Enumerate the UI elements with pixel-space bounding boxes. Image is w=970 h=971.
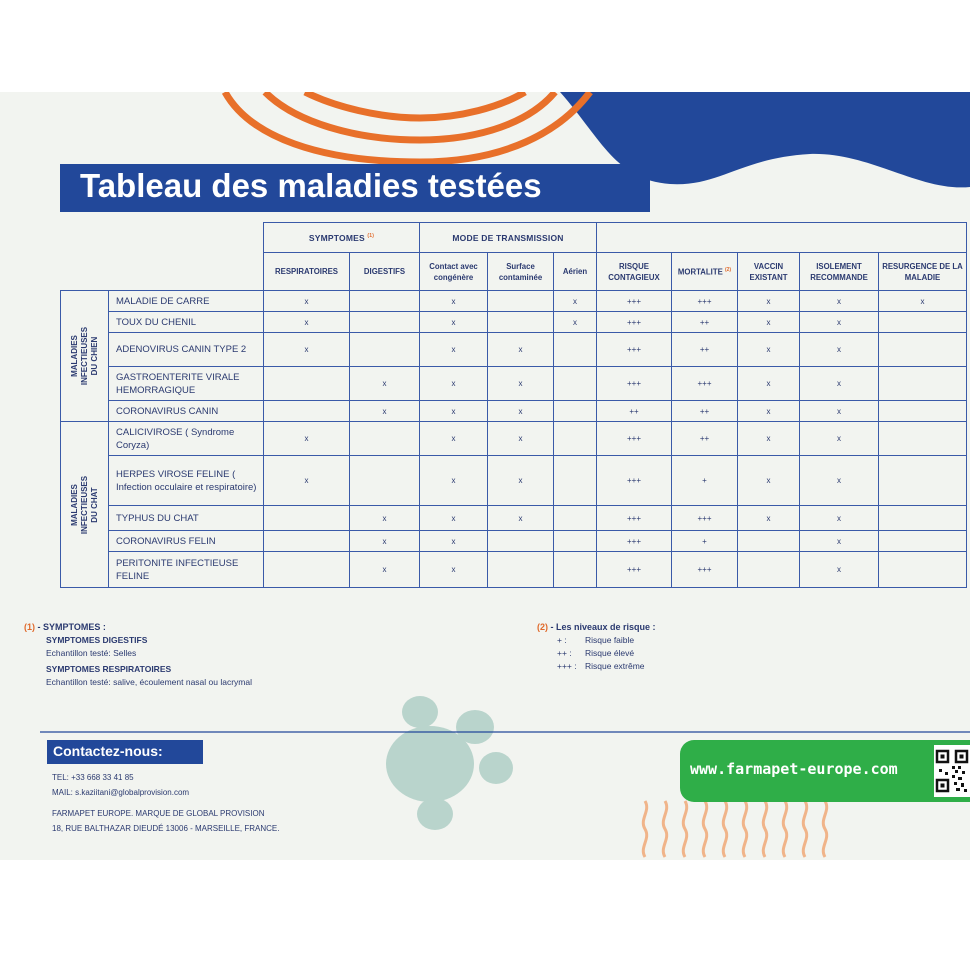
table-cell: x bbox=[800, 456, 879, 506]
disease-name: PERITONITE INFECTIEUSE FELINE bbox=[109, 552, 264, 588]
column-header-row bbox=[61, 253, 967, 291]
table-cell bbox=[879, 552, 967, 588]
disease-table bbox=[60, 222, 967, 588]
table-cell bbox=[554, 531, 597, 552]
table-cell: ++ bbox=[597, 401, 672, 422]
table-cell: x bbox=[879, 291, 967, 312]
orange-squiggles bbox=[643, 801, 826, 857]
table-cell bbox=[264, 531, 350, 552]
table-cell: x bbox=[800, 367, 879, 401]
symptoms-notes bbox=[24, 622, 252, 690]
column-header: Contact avec congénère bbox=[420, 253, 488, 291]
table-cell bbox=[738, 531, 800, 552]
table-row bbox=[61, 456, 967, 506]
table-cell: + bbox=[672, 531, 738, 552]
table-cell: x bbox=[350, 401, 420, 422]
note-marker-2: (2) bbox=[537, 622, 548, 632]
risk-level-extreme: +++ : Risque extrême bbox=[557, 661, 645, 671]
table-cell: x bbox=[420, 333, 488, 367]
disease-name: TYPHUS DU CHAT bbox=[109, 506, 264, 531]
risk-note-title: - Les niveaux de risque : bbox=[550, 622, 656, 632]
table-cell: +++ bbox=[597, 506, 672, 531]
table-cell: x bbox=[264, 422, 350, 456]
table-row bbox=[61, 367, 967, 401]
table-cell bbox=[554, 456, 597, 506]
disease-name: HERPES VIROSE FELINE ( Infection occulaire et respiratoire) bbox=[109, 456, 264, 506]
table-cell bbox=[264, 367, 350, 401]
contact-email[interactable]: MAIL: s.kaziitani@globalprovision.com bbox=[52, 788, 190, 797]
table-cell: x bbox=[738, 401, 800, 422]
table-cell: x bbox=[554, 291, 597, 312]
disease-name: CALICIVIROSE ( Syndrome Coryza) bbox=[109, 422, 264, 456]
table-cell bbox=[879, 401, 967, 422]
table-cell: x bbox=[488, 401, 554, 422]
qr-code-icon[interactable] bbox=[934, 745, 970, 797]
group-header-empty bbox=[597, 223, 967, 253]
table-row bbox=[61, 552, 967, 588]
website-banner[interactable] bbox=[680, 740, 970, 802]
group-header-transmission: MODE DE TRANSMISSION bbox=[420, 223, 597, 253]
table-cell: x bbox=[350, 506, 420, 531]
table-cell bbox=[350, 291, 420, 312]
table-cell: +++ bbox=[597, 333, 672, 367]
table-cell: x bbox=[350, 552, 420, 588]
disease-name: CORONAVIRUS FELIN bbox=[109, 531, 264, 552]
table-cell bbox=[554, 552, 597, 588]
table-cell bbox=[264, 401, 350, 422]
website-link[interactable]: www.farmapet-europe.com bbox=[690, 760, 898, 778]
table-cell: x bbox=[420, 291, 488, 312]
table-row bbox=[61, 401, 967, 422]
table-cell: x bbox=[350, 531, 420, 552]
disease-name: GASTROENTERITE VIRALE HEMORRAGIQUE bbox=[109, 367, 264, 401]
table-cell: +++ bbox=[597, 422, 672, 456]
table-row bbox=[61, 291, 967, 312]
symptoms-note-title: - SYMPTOMES : bbox=[37, 622, 106, 632]
table-cell: x bbox=[350, 367, 420, 401]
digestive-title: SYMPTOMES DIGESTIFS bbox=[46, 635, 148, 645]
risk-level-low: + : Risque faible bbox=[557, 635, 635, 645]
contact-heading: Contactez-nous: bbox=[53, 743, 163, 759]
contact-heading-box bbox=[47, 740, 203, 764]
table-cell bbox=[488, 291, 554, 312]
table-cell bbox=[350, 456, 420, 506]
column-header: Aérien bbox=[554, 253, 597, 291]
table-cell: x bbox=[738, 291, 800, 312]
table-cell: +++ bbox=[672, 506, 738, 531]
table-cell: x bbox=[420, 312, 488, 333]
orange-arcs bbox=[225, 92, 590, 162]
table-cell: +++ bbox=[672, 291, 738, 312]
table-cell: x bbox=[800, 552, 879, 588]
risk-notes bbox=[537, 622, 656, 674]
disease-name: MALADIE DE CARRE bbox=[109, 291, 264, 312]
table-cell: x bbox=[264, 333, 350, 367]
column-header: RESURGENCE DE LA MALADIE bbox=[879, 253, 967, 291]
disease-name: ADENOVIRUS CANIN TYPE 2 bbox=[109, 333, 264, 367]
table-cell bbox=[879, 312, 967, 333]
table-cell: x bbox=[488, 456, 554, 506]
table-cell: +++ bbox=[597, 312, 672, 333]
table-cell: ++ bbox=[672, 401, 738, 422]
table-cell: x bbox=[800, 422, 879, 456]
disease-name: CORONAVIRUS CANIN bbox=[109, 401, 264, 422]
table-cell: x bbox=[800, 312, 879, 333]
flyer-sheet bbox=[0, 92, 970, 860]
table-cell: x bbox=[264, 312, 350, 333]
table-cell bbox=[554, 367, 597, 401]
table-cell: x bbox=[738, 422, 800, 456]
table-cell: x bbox=[554, 312, 597, 333]
column-header: MORTALITE $^{(2)}$ bbox=[672, 253, 738, 291]
group-header-symptoms: SYMPTOMES $^{(1)}$ bbox=[264, 223, 420, 253]
contact-phone[interactable]: TEL: +33 668 33 41 85 bbox=[52, 773, 134, 782]
table-cell: x bbox=[800, 506, 879, 531]
table-cell: x bbox=[738, 456, 800, 506]
table-cell bbox=[350, 312, 420, 333]
table-cell: x bbox=[800, 401, 879, 422]
table-cell bbox=[350, 333, 420, 367]
table-cell: x bbox=[420, 422, 488, 456]
risk-level-high: ++ : Risque élevé bbox=[557, 648, 635, 658]
table-cell bbox=[264, 552, 350, 588]
table-cell: x bbox=[420, 456, 488, 506]
table-cell bbox=[554, 506, 597, 531]
digestive-sample: Echantillon testé: Selles bbox=[46, 648, 137, 658]
table-cell: x bbox=[264, 291, 350, 312]
table-row bbox=[61, 422, 967, 456]
column-header: ISOLEMENT RECOMMANDE bbox=[800, 253, 879, 291]
respiratory-sample: Echantillon testé: salive, écoulement nasal ou lacrymal bbox=[46, 677, 252, 687]
table-cell bbox=[554, 333, 597, 367]
table-cell: x bbox=[488, 422, 554, 456]
table-cell: x bbox=[738, 367, 800, 401]
table-cell bbox=[879, 367, 967, 401]
company-address: 18, RUE BALTHAZAR DIEUDÉ 13006 - MARSEILLE, FRANCE. bbox=[52, 824, 280, 833]
note-marker-1: (1) bbox=[24, 622, 35, 632]
section-label: MALADIES INFECTIEUSES DU CHAT bbox=[61, 422, 109, 588]
table-cell bbox=[264, 506, 350, 531]
disease-name: TOUX DU CHENIL bbox=[109, 312, 264, 333]
table-cell: +++ bbox=[672, 552, 738, 588]
table-cell: x bbox=[420, 506, 488, 531]
table-cell bbox=[879, 456, 967, 506]
table-row bbox=[61, 312, 967, 333]
table-cell bbox=[879, 531, 967, 552]
table-cell: x bbox=[488, 367, 554, 401]
table-cell: +++ bbox=[597, 291, 672, 312]
table-cell bbox=[879, 333, 967, 367]
table-cell: x bbox=[738, 333, 800, 367]
table-row bbox=[61, 333, 967, 367]
paw-print-icon bbox=[386, 696, 513, 830]
table-cell: +++ bbox=[597, 367, 672, 401]
table-cell: x bbox=[800, 333, 879, 367]
company-name: FARMAPET EUROPE. MARQUE DE GLOBAL PROVISION bbox=[52, 809, 265, 818]
table-cell: x bbox=[420, 531, 488, 552]
table-cell: x bbox=[488, 506, 554, 531]
table-cell: x bbox=[420, 367, 488, 401]
table-cell: +++ bbox=[597, 456, 672, 506]
table-cell bbox=[738, 552, 800, 588]
table-cell: ++ bbox=[672, 333, 738, 367]
respiratory-title: SYMPTOMES RESPIRATOIRES bbox=[46, 664, 172, 674]
section-label: MALADIES INFECTIEUSES DU CHIEN bbox=[61, 291, 109, 422]
table-cell bbox=[554, 422, 597, 456]
table-cell bbox=[879, 422, 967, 456]
title-banner bbox=[60, 164, 650, 212]
column-header: DIGESTIFS bbox=[350, 253, 420, 291]
table-cell bbox=[488, 552, 554, 588]
column-header: RESPIRATOIRES bbox=[264, 253, 350, 291]
table-cell bbox=[488, 312, 554, 333]
table-row bbox=[61, 531, 967, 552]
table-cell bbox=[554, 401, 597, 422]
table-cell: x bbox=[738, 312, 800, 333]
table-cell bbox=[879, 506, 967, 531]
table-cell bbox=[488, 531, 554, 552]
page-title: Tableau des maladies testées bbox=[80, 167, 542, 204]
column-header: Surface contaminée bbox=[488, 253, 554, 291]
table-cell: ++ bbox=[672, 422, 738, 456]
table-cell: x bbox=[738, 506, 800, 531]
table-cell: ++ bbox=[672, 312, 738, 333]
table-cell: + bbox=[672, 456, 738, 506]
table-cell: x bbox=[800, 531, 879, 552]
table-cell: x bbox=[420, 401, 488, 422]
table-cell: x bbox=[800, 291, 879, 312]
table-cell: x bbox=[264, 456, 350, 506]
column-header: RISQUE CONTAGIEUX bbox=[597, 253, 672, 291]
table-cell: +++ bbox=[597, 531, 672, 552]
table-cell: x bbox=[420, 552, 488, 588]
table-cell: +++ bbox=[597, 552, 672, 588]
table-cell: x bbox=[488, 333, 554, 367]
column-header: VACCIN EXISTANT bbox=[738, 253, 800, 291]
table-cell: +++ bbox=[672, 367, 738, 401]
table-row bbox=[61, 506, 967, 531]
table-cell bbox=[350, 422, 420, 456]
